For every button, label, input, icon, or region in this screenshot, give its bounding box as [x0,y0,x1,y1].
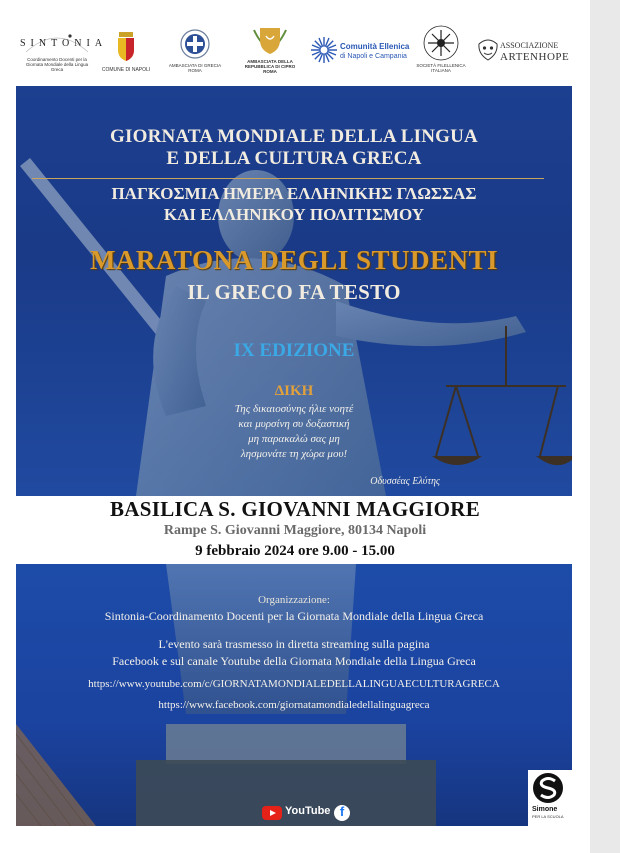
organization-name: Sintonia-Coordinamento Docenti per la Giornata Mondiale della Lingua Greca [104,609,484,623]
title-italian-line1: GIORNATA MONDIALE DELLA LINGUA [110,126,478,147]
comunita-line2: di Napoli e Campania [340,53,407,60]
youtube-label: YouTube [285,805,331,817]
facebook-glyph: f [339,804,345,819]
streaming-note-line2: Facebook e sul canale Youtube della Giornata Mondiale della Lingua Greca [112,654,476,668]
napoli-crest-icon [104,30,148,66]
greek-emblem-icon [168,28,222,62]
title-greek-line1: ΠΑΓΚΟΣΜΙΑ ΗΜΕΡΑ ΕΛΛΗΝΙΚΗΣ ΓΛΩΣΣΑΣ [111,184,477,203]
ambasciata-grecia-logo [168,28,222,76]
filellenica-sun-icon [414,24,468,62]
youtube-icon[interactable] [262,806,282,820]
poem-title: ΔΙΚΗ [274,383,314,399]
verse-line: λησμονάτε τη χώρα μου! [240,448,348,460]
artenhope-mask-icon [476,38,500,62]
sintonia-word: SINTONIA [20,38,108,49]
ambasciata-cipro-logo [240,24,300,80]
verse-line: και μυρσίνη συ δοξαστική [238,418,350,430]
sintonia-caption: Coordinamento Docenti per la Giornata Mondiale della Lingua Greca [25,57,89,72]
poster-top-panel [16,86,572,496]
event-title: MARATONA DEGLI STUDENTI [89,245,499,275]
simone-s-icon [528,770,572,806]
title-greek-line2: ΚΑΙ ΕΛΛΗΝΙΚΟΥ ΠΟΛΙΤΙΣΜΟΥ [163,205,425,224]
facebook-icon[interactable] [334,805,350,821]
sponsor-logos-bar [0,0,590,84]
sunburst-icon [310,36,338,64]
organization-label: Organizzazione: [258,594,330,606]
poem-author: Οδυσσέας Ελύτης [370,476,440,487]
simone-logo [528,770,572,826]
cyprus-emblem-icon [240,24,300,58]
title-italian-line2: E DELLA CULTURA GRECA [166,148,422,169]
artenhope-line2: ARTENHOPE [500,51,570,63]
societa-filellenica-logo [414,24,468,80]
simone-tagline: PER LA SCUOLA [532,814,564,819]
comunita-line1: Comunità Ellenica [340,42,410,51]
poster-bottom-panel [16,564,572,826]
title-divider [32,178,544,179]
background-edge [590,0,620,853]
grecia-caption: AMBASCIATA DI GRECIA ROMA [168,63,222,73]
event-subtitle: IL GRECO FA TESTO [187,280,401,304]
title-greek [16,183,572,225]
comune-napoli-logo [101,30,151,78]
title-italian [16,126,572,170]
poem-verse [16,402,572,462]
event-date: 9 febbraio 2024 ore 9.00 - 15.00 [195,543,395,559]
artenhope-logo [476,36,574,68]
verse-line: Της δικαιοσύνης ήλιε νοητέ [234,403,354,415]
youtube-link[interactable]: https://www.youtube.com/c/GIORNATAMONDIALEDELLALINGUAECULTURAGRECA [88,678,500,690]
simone-name: Simone [532,806,558,813]
facebook-link[interactable]: https://www.facebook.com/giornatamondialedellalinguagreca [158,699,430,711]
filellenica-caption: SOCIETÀ FILELLENICA ITALIANA [416,63,466,73]
cipro-caption: AMBASCIATA DELLA REPUBBLICA DI CIPRO ROMA [244,59,296,74]
artenhope-line1: ASSOCIAZIONE [500,41,559,50]
edition-label: IX EDIZIONE [233,340,355,361]
comunita-ellenica-logo [310,36,410,68]
sintonia-logo [20,28,108,74]
venue-address: Rampe S. Giovanni Maggiore, 80134 Napoli [163,523,427,538]
streaming-note-line1: L'evento sarà trasmesso in diretta streaming sulla pagina [158,637,430,651]
napoli-caption: COMUNE DI NAPOLI [101,67,151,73]
venue-name: BASILICA S. GIOVANNI MAGGIORE [109,497,481,521]
venue-block [0,496,590,563]
verse-line: μη παρακαλώ σας μη [248,433,340,445]
